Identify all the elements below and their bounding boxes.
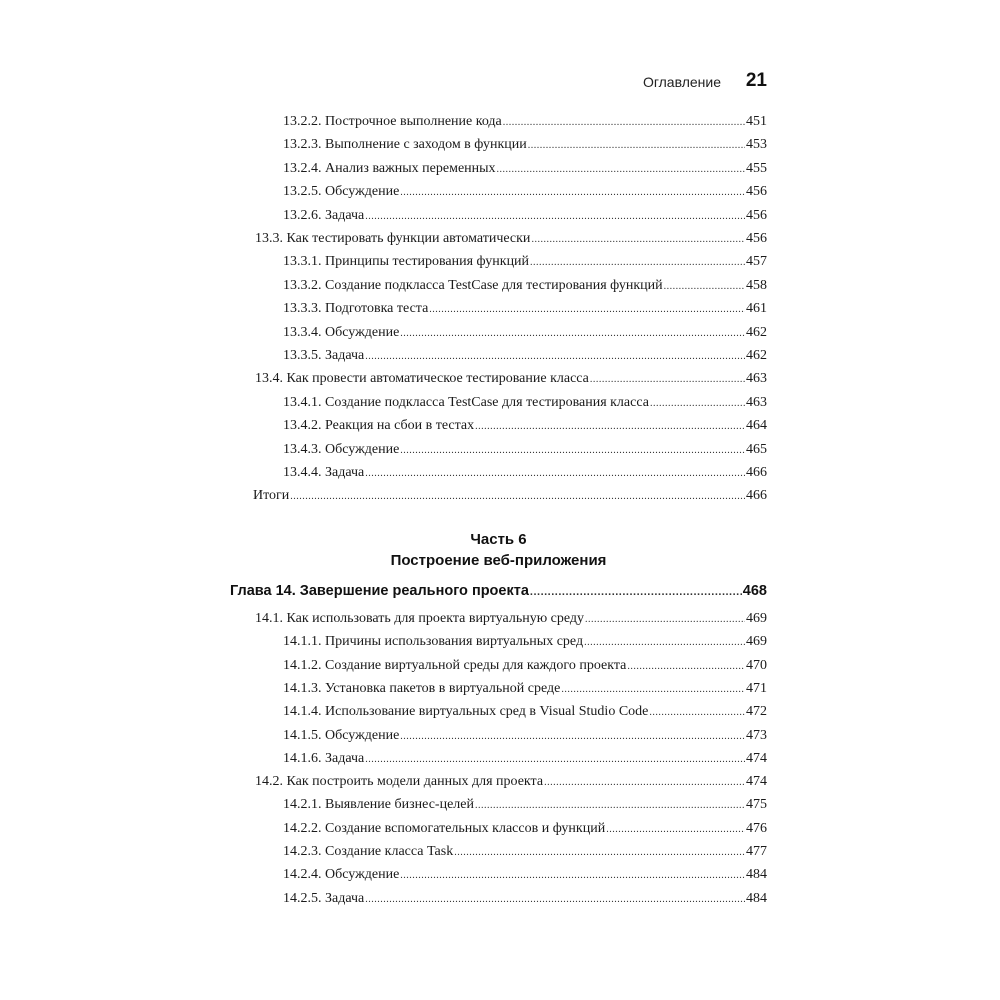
toc-entry[interactable]: [230, 252, 767, 272]
toc-leader-dots: [400, 182, 745, 203]
toc-leader-dots: [590, 369, 745, 390]
toc-entry-label: 13.2.2. Построчное выполнение кода: [283, 114, 502, 129]
part-number: Часть 6: [470, 531, 527, 548]
toc-entry[interactable]: [230, 609, 767, 629]
toc-entry-page: 462: [746, 324, 767, 340]
toc-entry-label: 14.1.2. Создание виртуальной среды для каждого проекта: [283, 657, 627, 673]
toc-entry-label: 14.2.5. Задача: [283, 890, 365, 906]
toc-entry-label: 13.4.3. Обсуждение: [283, 441, 400, 457]
toc-leader-dots: [503, 112, 745, 133]
toc-entry-page: 466: [746, 488, 767, 504]
toc-entry[interactable]: [230, 229, 767, 249]
header-title: Оглавление: [642, 74, 721, 90]
toc-leader-dots: [400, 726, 745, 747]
toc-leader-dots: [530, 581, 742, 602]
toc-leader-dots: [365, 889, 745, 910]
toc-entry-label: 13.3.1. Принципы тестирования функций: [283, 254, 530, 270]
toc-leader-dots: [530, 252, 745, 273]
toc-entry-label: 14.1.3. Установка пакетов в виртуальной среде: [283, 680, 561, 696]
toc-leader-dots: [475, 795, 745, 816]
toc-entry[interactable]: [230, 323, 767, 343]
toc-entry[interactable]: [230, 369, 767, 389]
toc-entry[interactable]: [230, 299, 767, 319]
toc-entry-label: Итоги: [253, 488, 290, 504]
toc-entry-label: 14.1.1. Причины использования виртуальных сред: [283, 634, 584, 650]
toc-entry[interactable]: [230, 795, 767, 815]
toc-entry-page: 462: [746, 348, 767, 363]
toc-leader-dots: [429, 299, 745, 320]
toc-entry-label: Глава 14. Завершение реального проекта: [230, 583, 529, 599]
toc-leader-dots: [650, 393, 745, 414]
toc-entry-label: 14.2. Как построить модели данных для проекта: [255, 774, 544, 790]
toc-entry-page: 461: [746, 301, 767, 317]
toc-leader-dots: [454, 842, 745, 863]
toc-entry[interactable]: [230, 842, 767, 862]
toc-entry-label: 14.2.1. Выявление бизнес-целей: [283, 797, 474, 813]
toc-leader-dots: [475, 416, 745, 437]
toc-entry[interactable]: [230, 206, 767, 226]
toc-entry-page: 474: [746, 774, 767, 790]
toc-entry[interactable]: [230, 702, 767, 722]
toc-entry[interactable]: [230, 276, 767, 296]
toc-entry-page: 463: [746, 371, 767, 387]
toc-entry-label: 13.2.6. Задача: [283, 207, 365, 223]
toc-entry-page: 475: [746, 797, 767, 813]
toc-entry-label: 13.3.4. Обсуждение: [283, 324, 400, 340]
toc-leader-dots: [400, 323, 745, 344]
toc-entry-page: 470: [746, 657, 767, 673]
toc-entry-label: 13.3. Как тестировать функции автоматически: [255, 231, 531, 246]
toc-leader-dots: [290, 486, 745, 507]
toc-entry-label: 13.2.3. Выполнение с заходом в функции: [283, 137, 527, 153]
toc-entry-page: 469: [746, 611, 767, 626]
toc-entry-label: 13.3.2. Создание подкласса TestCase для тестирования функций: [283, 277, 663, 293]
running-header: [230, 70, 767, 94]
toc-entry-page: 477: [746, 844, 767, 859]
toc-entry-page: 484: [746, 890, 767, 906]
toc-entry-page: 456: [746, 207, 767, 223]
toc-entry-label: 14.1.5. Обсуждение: [283, 727, 400, 743]
toc-leader-dots: [400, 440, 745, 461]
toc-leader-dots: [664, 276, 745, 297]
toc-entry-label: 13.4.4. Задача: [283, 465, 365, 480]
toc-entry-label: 14.1. Как использовать для проекта виртуальную среду: [255, 611, 585, 626]
toc-entry[interactable]: [230, 135, 767, 155]
toc-entry[interactable]: [230, 656, 767, 676]
toc-entry-label: 13.4. Как провести автоматическое тестирование класса: [255, 371, 589, 387]
toc-entry[interactable]: [230, 726, 767, 746]
toc-entry-page: 451: [746, 114, 767, 129]
toc-entry[interactable]: [230, 393, 767, 413]
toc-entry[interactable]: [230, 889, 767, 909]
toc-entry-page: 474: [746, 750, 767, 766]
toc-entry-page: 468: [742, 583, 767, 599]
toc-entry-label: 13.2.4. Анализ важных переменных: [283, 160, 496, 176]
toc-entry-label: 13.2.5. Обсуждение: [283, 184, 400, 200]
toc-leader-dots: [649, 702, 745, 723]
toc-entry-page: 471: [746, 680, 767, 696]
toc-entry[interactable]: [230, 463, 767, 483]
toc-entry[interactable]: [230, 346, 767, 366]
toc-entry-label: 13.4.2. Реакция на сбои в тестах: [283, 418, 475, 434]
toc-leader-dots: [365, 346, 745, 367]
toc-leader-dots: [585, 609, 745, 630]
toc-entry[interactable]: [230, 632, 767, 652]
toc-entry-label: 13.3.3. Подготовка теста: [283, 301, 429, 317]
toc-entry-page: 465: [746, 441, 767, 457]
toc-entry-page: 455: [746, 160, 767, 176]
toc-entry-label: 14.2.2. Создание вспомогательных классов и функций: [283, 820, 606, 836]
toc-entry[interactable]: [230, 865, 767, 885]
toc-leader-dots: [497, 159, 745, 180]
toc-entry-page: 473: [746, 727, 767, 743]
toc-entry[interactable]: [230, 819, 767, 839]
header-page-number: 21: [745, 70, 767, 91]
toc-leader-dots: [365, 463, 745, 484]
toc-entry[interactable]: [230, 749, 767, 769]
part-title: Построение веб-приложения: [390, 552, 607, 569]
toc-entry[interactable]: [230, 416, 767, 436]
toc-entry[interactable]: [230, 182, 767, 202]
toc-entry-label: 14.2.4. Обсуждение: [283, 867, 400, 883]
toc-entry-page: 484: [746, 867, 767, 883]
toc-entry-label: 14.1.6. Задача: [283, 750, 365, 766]
toc-leader-dots: [365, 749, 745, 770]
toc-entry[interactable]: [230, 112, 767, 132]
toc-entry-page: 458: [746, 277, 767, 293]
toc-leader-dots: [606, 819, 745, 840]
toc-entry-page: 476: [746, 820, 767, 836]
toc-entry[interactable]: [230, 679, 767, 699]
toc-leader-dots: [400, 865, 745, 886]
toc-entry-label: 13.4.1. Создание подкласса TestCase для тестирования класса: [283, 394, 649, 410]
toc-leader-dots: [544, 772, 745, 793]
toc-chapter-entry[interactable]: [230, 581, 767, 601]
toc-entry-page: 453: [746, 137, 767, 153]
toc-entry[interactable]: [230, 486, 767, 506]
toc-leader-dots: [561, 679, 745, 700]
toc-entry-page: 469: [746, 634, 767, 650]
toc-leader-dots: [531, 229, 745, 250]
toc-entry-label: 13.3.5. Задача: [283, 348, 365, 363]
toc-entry-page: 464: [746, 418, 767, 434]
toc-leader-dots: [528, 135, 745, 156]
toc-entry-page: 456: [746, 231, 767, 246]
toc-entry-label: 14.1.4. Использование виртуальных сред в Visual Studio Code: [283, 704, 649, 720]
toc-leader-dots: [365, 206, 745, 227]
toc-entry-page: 472: [746, 704, 767, 720]
toc-entry-label: 14.2.3. Создание класса Task: [283, 844, 454, 859]
toc-leader-dots: [627, 656, 745, 677]
toc-entry-page: 466: [746, 465, 767, 480]
part-heading: [230, 530, 767, 572]
toc-entry-page: 456: [746, 184, 767, 200]
toc-leader-dots: [584, 632, 745, 653]
toc-entry[interactable]: [230, 440, 767, 460]
toc-entry-page: 457: [746, 254, 767, 270]
toc-entry-page: 463: [746, 394, 767, 410]
toc-entry[interactable]: [230, 159, 767, 179]
toc-entry[interactable]: [230, 772, 767, 792]
